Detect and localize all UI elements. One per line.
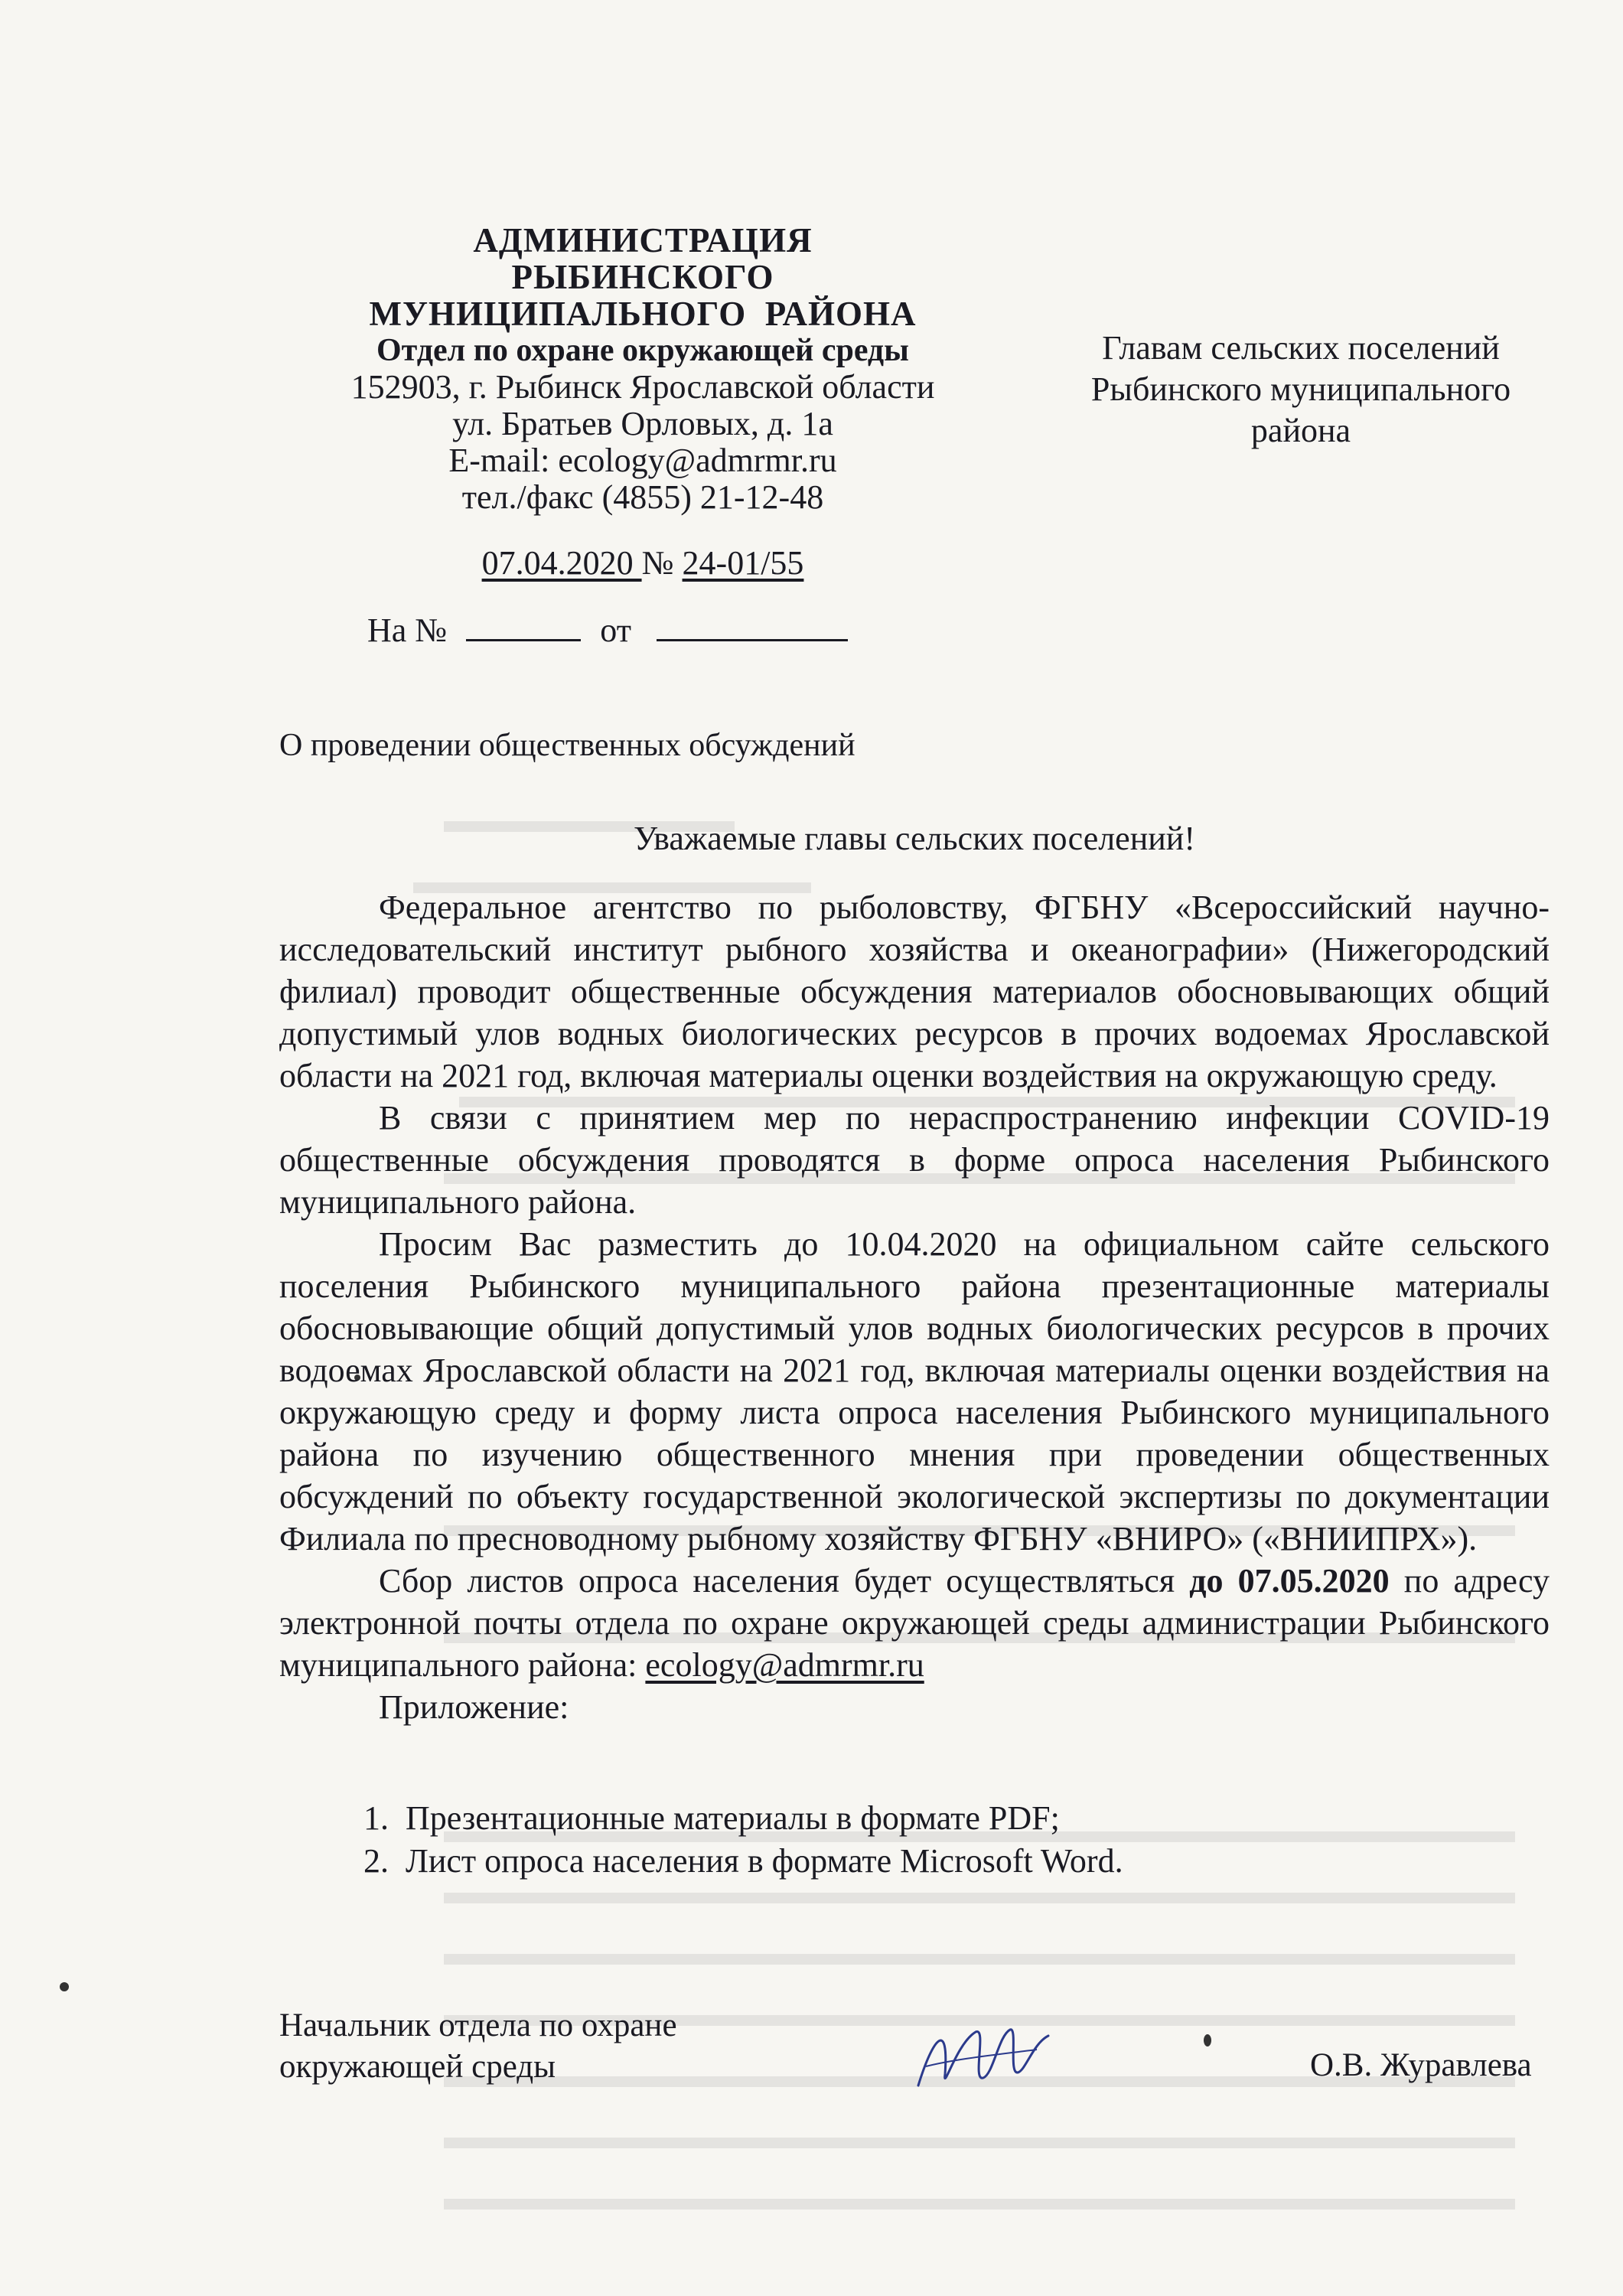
reply-reference — [260, 612, 1025, 649]
addressee-line3: района — [1250, 412, 1351, 449]
greeting: Уважаемые главы сельских поселений! — [633, 820, 1196, 857]
scan-speck — [1204, 2034, 1211, 2047]
appendix-item-number: 1. — [363, 1799, 389, 1837]
body-paragraph-2: В связи с принятием мер по нераспространению инфекции COVID-19 общественные обсуждения проводятся в форме опроса населения Рыбинского муниципального района. — [279, 1099, 1550, 1221]
outgoing-reference — [260, 545, 1025, 582]
address-line1: 152903, г. Рыбинск Ярославской области — [350, 368, 935, 406]
body-paragraph-3: Просим Вас разместить до 10.04.2020 на официальном сайте сельского поселения Рыбинского муниципального района презентационные материалы обосновывающие общий допустимый улов водных биологических ресурсов в прочих водоемах Ярославской области на 2021 год, включая материалы оценки воздействия на окружающую среду и форму листа опроса населения Рыбинского муниципального района по изучению общественного мнения при проведении общественных обсуждений по объекту государственной экологической экспертизы по документации Филиала по пресноводному рыбному хозяйству ФГБНУ «ВНИРО» («ВНИИПРХ»). — [279, 1225, 1550, 1557]
reply-date-blank — [657, 613, 848, 641]
addressee-line2: Рыбинского муниципального — [1090, 370, 1511, 408]
appendix-list — [363, 1797, 1123, 1883]
department-name: Отдел по охране окружающей среды — [376, 333, 909, 368]
org-name-line3: МУНИЦИПАЛЬНОГО РАЙОНА — [369, 295, 917, 333]
signatory-position — [279, 2005, 677, 2088]
contact-email-link[interactable]: ecology@admrmr.ru — [645, 1646, 924, 1684]
p4-deadline: до 07.05.2020 — [1189, 1562, 1390, 1600]
position-line2: окружающей среды — [279, 2049, 556, 2085]
appendix-item — [363, 1840, 1123, 1883]
p4-mid: по адресу электронной почты отдела по охране окружающей среды администрации Рыбинского муниципального района: — [279, 1562, 1550, 1684]
reply-number-blank — [466, 613, 581, 641]
handwritten-signature — [903, 2013, 1056, 2105]
email-line: E-mail: ecology@admrmr.ru — [448, 442, 837, 479]
phone-line: тел./факс (4855) 21-12-48 — [461, 478, 824, 516]
outgoing-number: 24-01/55 — [682, 544, 804, 582]
reply-from-label: от — [600, 612, 631, 649]
body-paragraph-4 — [279, 1560, 1550, 1686]
letterhead — [260, 222, 1025, 649]
reply-prefix: На № — [367, 612, 448, 649]
addressee-block — [1056, 328, 1546, 452]
number-sign: № — [641, 544, 683, 582]
letter-body — [279, 886, 1550, 1728]
appendix-item-text: Презентационные материалы в формате PDF; — [406, 1799, 1060, 1837]
appendix-label: Приложение: — [379, 1688, 569, 1726]
address-line2: ул. Братьев Орловых, д. 1а — [452, 405, 833, 442]
addressee-line1: Главам сельских поселений — [1102, 329, 1500, 367]
signatory-name: О.В. Журавлева — [1310, 2047, 1532, 2083]
p4-start: Сбор листов опроса населения будет осуществляться — [379, 1562, 1190, 1600]
appendix-item — [363, 1797, 1123, 1840]
letter-subject: О проведении общественных обсуждений — [279, 728, 855, 763]
position-line1: Начальник отдела по охране — [279, 2007, 677, 2043]
org-name-line1: АДМИНИСТРАЦИЯ — [473, 221, 813, 259]
appendix-item-number: 2. — [363, 1842, 389, 1880]
scan-speck — [60, 1982, 69, 1991]
appendix-item-text: Лист опроса населения в формате Microsoft Word. — [406, 1842, 1123, 1880]
org-name-line2: РЫБИНСКОГО — [511, 258, 774, 296]
body-paragraph-1: Федеральное агентство по рыболовству, ФГБНУ «Всероссийский научно-исследовательский институт рыбного хозяйства и океанографии» (Нижегородский филиал) проводит общественные обсуждения материалов обосновывающих общий допустимый улов водных биологических ресурсов в прочих водоемах Ярославской области на 2021 год, включая материалы оценки воздействия на окружающую среду. — [279, 889, 1550, 1094]
outgoing-date: 07.04.2020 — [481, 544, 642, 582]
